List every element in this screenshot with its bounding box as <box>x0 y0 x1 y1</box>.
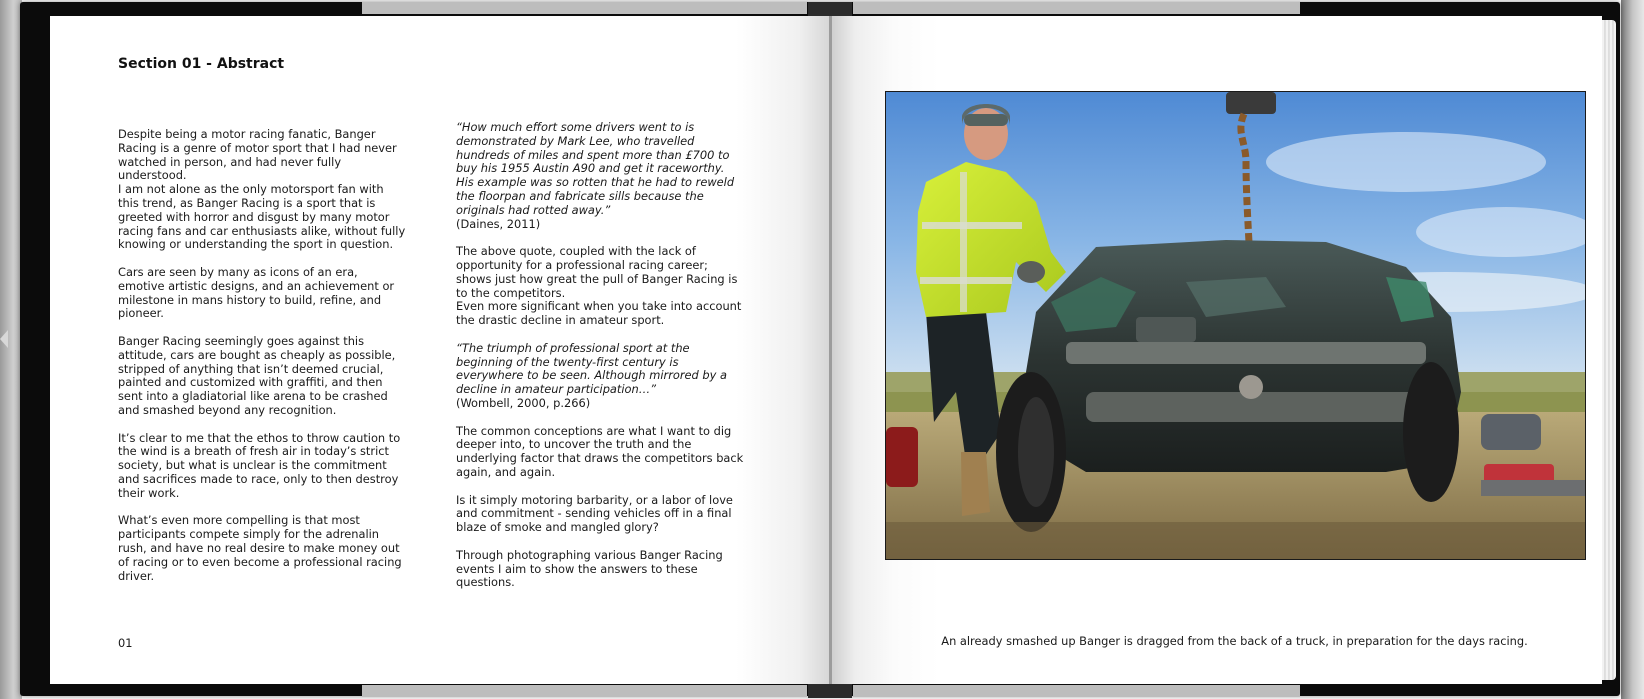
viewer-left-edge <box>0 0 22 699</box>
text-line: this trend, as Banger Racing is a sport that is <box>118 195 376 210</box>
text-line: I am not alone as the only motorsport fan with <box>118 182 384 197</box>
text-line: society, but what is unclear is the commitment <box>118 458 387 473</box>
quote-citation: (Wombell, 2000, p.266) <box>456 395 591 410</box>
quote-line: the floorpan and fabricate sills because the <box>456 188 704 203</box>
text-line: participants compete simply for the adrenalin <box>118 527 380 542</box>
cover-tab <box>362 2 807 14</box>
text-line: Is it simply motoring barbarity, or a labor of love <box>456 492 733 507</box>
text-line: The common conceptions are what I want to dig <box>456 423 732 438</box>
viewer-right-edge <box>1621 0 1644 699</box>
text-line: racing fans and car enthusiasts alike, without fully <box>118 223 406 238</box>
quote-line: His example was so rotten that he had to reweld <box>456 175 735 190</box>
quote-line: decline in amateur participation…” <box>456 382 657 397</box>
page-stack <box>1602 20 1616 680</box>
text-line: understood. <box>118 168 187 183</box>
text-line: to the competitors. <box>456 285 566 300</box>
text-line: driver. <box>118 568 155 583</box>
text-line: shows just how great the pull of Banger Racing is <box>456 271 738 286</box>
text-line: milestone in mans history to build, refine, and <box>118 292 382 307</box>
cover-tab <box>362 685 807 697</box>
text-line: the wind is a breath of fresh air in today’s strict <box>118 444 389 459</box>
quote-line: everywhere to be seen. Although mirrored by a <box>456 368 727 383</box>
text-line: and smashed beyond any recognition. <box>118 402 337 417</box>
text-line: knowing or understanding the sport in question. <box>118 237 394 252</box>
body-paragraph <box>456 549 756 590</box>
quote-block <box>456 342 756 411</box>
text-line: It’s clear to me that the ethos to throw caution to <box>118 430 401 445</box>
cover-tab <box>853 685 1300 697</box>
photo-caption: An already smashed up Banger is dragged from the back of a truck, in preparation for the days racing. <box>941 634 1528 648</box>
text-line: and commitment - sending vehicles off in a final <box>456 506 732 521</box>
quote-line: originals had rotted away.” <box>456 202 611 217</box>
text-line: questions. <box>456 575 515 590</box>
text-line: events I aim to show the answers to these <box>456 561 698 576</box>
quote-block <box>456 121 756 231</box>
body-column-left <box>118 128 418 597</box>
body-paragraph <box>118 128 418 252</box>
quote-line: buy his 1955 Austin A90 and get it raceworthy. <box>456 161 725 176</box>
page-number: 01 <box>118 636 133 650</box>
body-paragraph <box>118 514 418 583</box>
spine-tab <box>808 2 852 16</box>
spine-tab <box>808 684 852 698</box>
cover-tab <box>853 2 1300 14</box>
text-line: Even more significant when you take into account <box>456 299 742 314</box>
text-line: pioneer. <box>118 306 164 321</box>
text-line: emotive artistic designs, and an achievement or <box>118 278 395 293</box>
body-paragraph <box>456 494 756 535</box>
text-line: sent into a gladiatorial like arena to be crashed <box>118 389 388 404</box>
body-column-right <box>456 121 756 604</box>
body-paragraph <box>118 335 418 418</box>
banger-car-photo <box>885 91 1586 560</box>
text-line: their work. <box>118 485 180 500</box>
text-line: watched in person, and had never fully <box>118 154 342 169</box>
text-line: rush, and have no real desire to make money out <box>118 540 400 555</box>
quote-line: “The triumph of professional sport at the <box>456 340 690 355</box>
text-line: opportunity for a professional racing career; <box>456 257 708 272</box>
quote-citation: (Daines, 2011) <box>456 216 541 231</box>
text-line: deeper into, to uncover the truth and the <box>456 437 692 452</box>
quote-line: demonstrated by Mark Lee, who travelled <box>456 133 695 148</box>
text-line: again, and again. <box>456 464 556 479</box>
body-paragraph <box>456 245 756 328</box>
body-paragraph <box>456 425 756 480</box>
text-line: Through photographing various Banger Racing <box>456 547 723 562</box>
text-line: Despite being a motor racing fanatic, Banger <box>118 127 376 141</box>
body-paragraph <box>118 432 418 501</box>
quote-line: beginning of the twenty-first century is <box>456 354 679 369</box>
text-line: The above quote, coupled with the lack of <box>456 244 696 259</box>
text-line: underlying factor that draws the competitors back <box>456 451 744 466</box>
text-line: stripped of anything that isn’t deemed crucial, <box>118 361 384 376</box>
text-line: the drastic decline in amateur sport. <box>456 313 665 328</box>
text-line: greeted with horror and disgust by many motor <box>118 209 390 224</box>
text-line: Racing is a genre of motor sport that I had never <box>118 140 397 155</box>
text-line: Banger Racing seemingly goes against this <box>118 333 365 348</box>
text-line: of racing or to even become a professional racing <box>118 554 402 569</box>
previous-page-arrow-icon[interactable] <box>0 330 8 348</box>
quote-line: “How much effort some drivers went to is <box>456 120 695 134</box>
text-line: Cars are seen by many as icons of an era, <box>118 264 358 279</box>
text-line: painted and customized with graffiti, and then <box>118 375 383 390</box>
text-line: What’s even more compelling is that most <box>118 513 360 528</box>
section-title: Section 01 - Abstract <box>118 56 285 72</box>
body-paragraph <box>118 266 418 321</box>
quote-line: hundreds of miles and spent more than £700 to <box>456 147 730 162</box>
text-line: attitude, cars are bought as cheaply as possible, <box>118 347 396 362</box>
text-line: and sacrifices made to race, only to then destroy <box>118 471 399 486</box>
text-line: blaze of smoke and mangled glory? <box>456 520 659 535</box>
